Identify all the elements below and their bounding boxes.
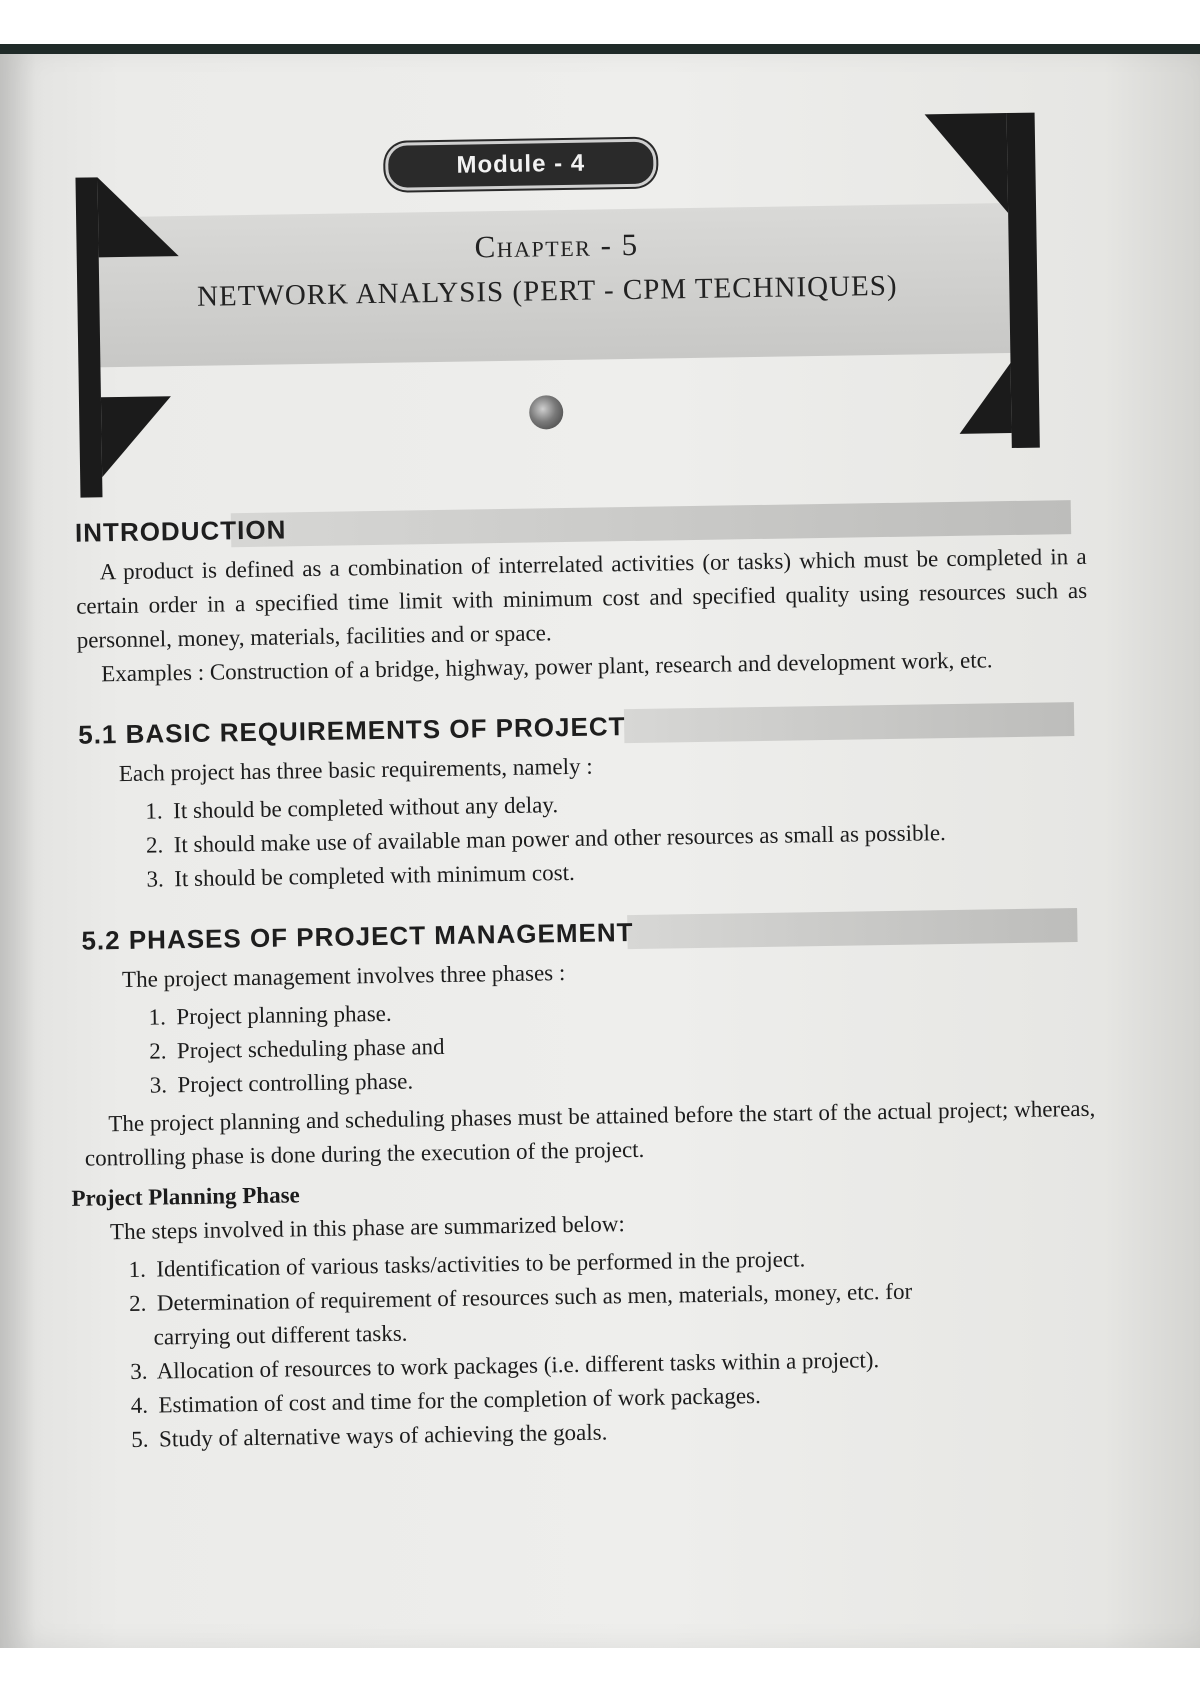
list-item: 1. Identification of various tasks/activities to be performed in the project. — [128, 1246, 806, 1282]
book-page — [0, 48, 1200, 1648]
phases-list — [68, 985, 1124, 1104]
list-item: 2. Determination of requirement of resources such as men, materials, money, etc. for carrying out different tasks. — [128, 1278, 913, 1350]
list-item: 1. Project planning phase. — [148, 1000, 392, 1030]
chapter-banner — [55, 131, 1115, 498]
chapter-title: NETWORK ANALYSIS (PERT - CPM TECHNIQUES) — [196, 269, 898, 313]
project-planning-phase-heading: Project Planning Phase — [71, 1182, 300, 1211]
banner-fold-right-bottom — [959, 363, 1012, 434]
banner-right-tab — [1007, 113, 1040, 448]
list-item: 5. Study of alternative ways of achieving the goals. — [131, 1419, 608, 1452]
examples-paragraph: Examples : Construction of a bridge, highway, power plant, research and development work, etc. — [101, 647, 993, 687]
heading-band — [624, 702, 1074, 743]
chapter-number: Chapter - 5 — [474, 226, 639, 265]
heading-band — [627, 908, 1077, 949]
list-item: 2. It should make use of available man power and other resources as small as possible. — [145, 820, 947, 858]
banner-fold-right — [925, 113, 1009, 214]
page-content — [55, 131, 1131, 1461]
ornament-icon — [529, 395, 564, 430]
list-item: 4. Estimation of cost and time for the completion of work packages. — [130, 1383, 761, 1418]
photo-bottom-margin — [0, 1648, 1200, 1698]
steps-list — [72, 1237, 1130, 1458]
introduction-paragraph: A product is defined as a combination of interrelated activities (or tasks) which must be completed in a certain order in a specified time limit with minimum cost and specified quality using resources such as personnel, money, materials, facilities and or space. — [76, 543, 1088, 653]
section-5-1-intro: Each project has three basic requirements, namely : — [118, 753, 593, 787]
photo-top-margin — [0, 0, 1200, 48]
list-item: 3. Project controlling phase. — [149, 1068, 414, 1098]
list-item: 2. Project scheduling phase and — [149, 1033, 445, 1064]
photo-dark-edge — [0, 44, 1200, 54]
introduction-heading: INTRODUCTION — [74, 514, 287, 548]
steps-intro: The steps involved in this phase are summarized below: — [109, 1211, 625, 1245]
section-5-1-heading: 5.1 BASIC REQUIREMENTS OF PROJECT — [77, 711, 626, 750]
list-item: 3. It should be completed with minimum cost. — [146, 859, 575, 892]
list-item: 3. Allocation of resources to work packages (i.e. different tasks within a project). — [130, 1347, 880, 1384]
heading-band — [231, 500, 1071, 547]
section-5-2-intro: The project management involves three phases : — [121, 960, 566, 993]
section-5-2-heading: 5.2 PHASES OF PROJECT MANAGEMENT — [81, 917, 634, 956]
phases-paragraph: The project planning and scheduling phases must be attained before the start of the actual project; whereas, controlling phase is done during the execution of the project. — [84, 1095, 1096, 1171]
list-item: 1. It should be completed without any delay. — [145, 792, 559, 824]
requirements-list — [65, 779, 1121, 898]
module-label: Module - 4 — [385, 139, 657, 191]
banner-fold-left-bottom — [101, 396, 172, 477]
